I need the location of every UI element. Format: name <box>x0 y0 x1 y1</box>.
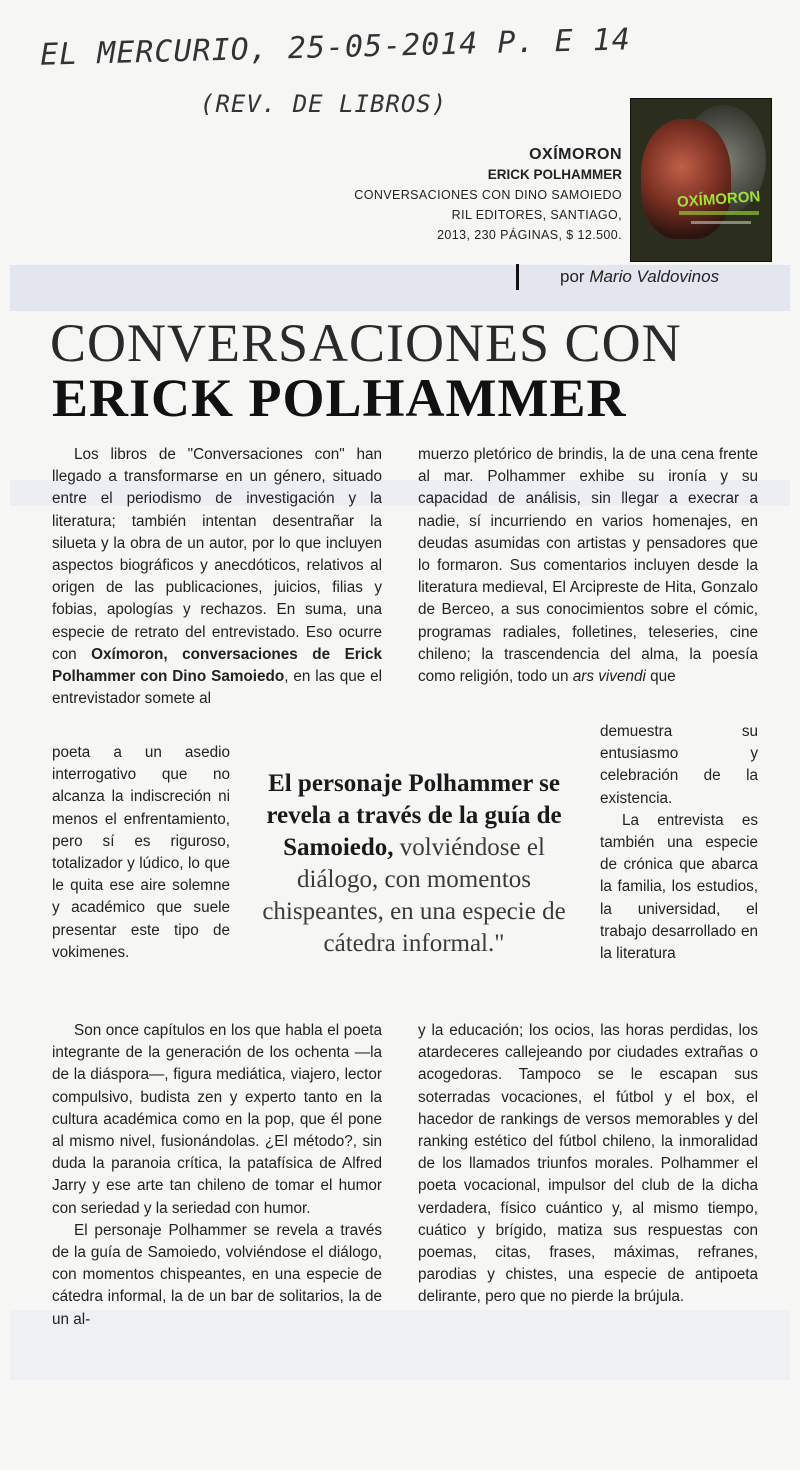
article-column-left-top <box>52 444 382 710</box>
book-subtitle: CONVERSACIONES CON DINO SAMOIEDO <box>354 188 622 202</box>
article-column-right-bottom <box>418 1020 758 1309</box>
book-info <box>262 145 622 245</box>
headline-line-2: ERICK POLHAMMER <box>52 368 627 428</box>
handwritten-source-note: EL MERCURIO, 25-05-2014 P. E 14 <box>39 22 632 73</box>
article-column-left-bottom <box>52 1020 382 1331</box>
book-details: 2013, 230 PÁGINAS, $ 12.500. <box>437 228 622 242</box>
book-author: ERICK POLHAMMER <box>487 167 622 182</box>
headline-line-1: CONVERSACIONES CON <box>50 313 682 373</box>
book-reference-bold: Oxímoron, conversaciones de Erick Polhammer con Dino Samoiedo <box>52 645 382 686</box>
byline-divider <box>516 264 519 290</box>
paragraph-text: que <box>645 668 676 686</box>
book-cover-image <box>630 98 772 262</box>
article-paragraph <box>52 444 382 710</box>
byline <box>560 267 719 287</box>
article-paragraph-continued: demuestra su entusiasmo y celebración de la existencia. <box>600 723 758 807</box>
paragraph-text: Los libros de "Conversaciones con" han llegado a transformarse en un género, situado entre el periodismo de investigación y la literatura; también intentan desentrañar la silueta y la obra de un autor, por lo que incluyen aspectos biográficos y anecdóticos, relativos al origen de las publicaciones, juicios, filias y fobias, apologías y rechazos. En suma, una especie de retrato del entrevistado. Eso ocurre con <box>52 446 382 663</box>
article-paragraph: La entrevista es también una especie de crónica que abarca la familia, los estudios, la universidad, el trabajo desarrollado en la literatura <box>600 811 758 963</box>
cover-decoration <box>679 211 759 215</box>
article-paragraph: Son once capítulos en los que habla el poeta integrante de la generación de los ochenta —la de la diáspora—, figura mediática, viajero, lector compulsivo, budista zen y experto tanto en la cultura académica como en la pop, que él pone al mismo nivel, fusionándolas. ¿El método?, sin duda la paranoia crítica, la patafísica de Alfred Jarry y ese arte tan chileno de tomar el humor con seriedad y la seriedad con humor. <box>52 1022 382 1217</box>
article-column-left-middle <box>52 742 230 964</box>
byline-prefix: por <box>560 267 585 286</box>
pull-quote-light: volviéndose el diálogo, con momentos chispeantes, en una especie de cátedra informal." <box>262 834 566 957</box>
pull-quote <box>246 768 582 960</box>
cover-decoration <box>691 221 751 224</box>
pull-quote-bold: El personaje Polhammer se revela a través de la guía de Samoiedo, <box>266 770 562 861</box>
italic-term: ars vivendi <box>572 668 646 686</box>
article-column-right-top <box>418 444 758 688</box>
article-paragraph-continued: y la educación; los ocios, las horas perdidas, los atardeceres callejeando por ciudades extrañas o acogedoras. Tampoco se le escapan sus soterradas vocaciones, el fútbol y el box, el hacedor de rankings de versos memorables y del ranking estético del fútbol chileno, la inmoralidad de los llamados triunfos morales. Polhammer el poeta vocacional, impulsor del club de la dicha verdadera, físico cuántico y, al mismo tiempo, cuático y brígido, matiza sus respuestas con poemas, citas, frases, máximas, refranes, parodias y chistes, una especie de antipoeta delirante, pero que no pierde la brújula. <box>418 1022 758 1306</box>
article-column-right-middle <box>600 721 758 965</box>
byline-author: Mario Valdovinos <box>589 267 720 286</box>
article-paragraph-continued: poeta a un asedio interrogativo que no alcanza la indiscreción ni menos el enfrentamiento, pero sí es riguroso, totalizador y lúdico, lo que le quita ese aire solemne y académico que suele presentar este tipo de vokimenes. <box>52 744 230 961</box>
cover-title: OXÍMORON <box>676 188 761 211</box>
article-paragraph-continued <box>418 444 758 688</box>
handwritten-section-note: (REV. DE LIBROS) <box>200 90 448 118</box>
book-publisher: RIL EDITORES, SANTIAGO, <box>451 208 622 222</box>
paragraph-text: muerzo pletórico de brindis, la de una cena frente al mar. Polhammer exhibe su ironía y su capacidad de análisis, sin llegar a execrar a nadie, sí incurriendo en varios homenajes, en deudas asumidas con artistas y pensadores que lo formaron. Sus comentarios incluyen desde la literatura medieval, El Arcipreste de Hita, Gonzalo de Berceo, a sus conocimientos sobre el cómic, programas radiales, folletines, teleseries, cine chileno; la trascendencia del alma, la poesía como religión, todo un <box>418 446 758 686</box>
book-title: OXÍMORON <box>529 146 622 163</box>
article-paragraph: El personaje Polhammer se revela a través de la guía de Samoiedo, volviéndose el diálogo, con momentos chispeantes, en una especie de cátedra informal, la de un bar de solitarios, la de un al- <box>52 1221 382 1328</box>
paragraph-text: , en las que el entrevistador somete al <box>52 668 382 708</box>
